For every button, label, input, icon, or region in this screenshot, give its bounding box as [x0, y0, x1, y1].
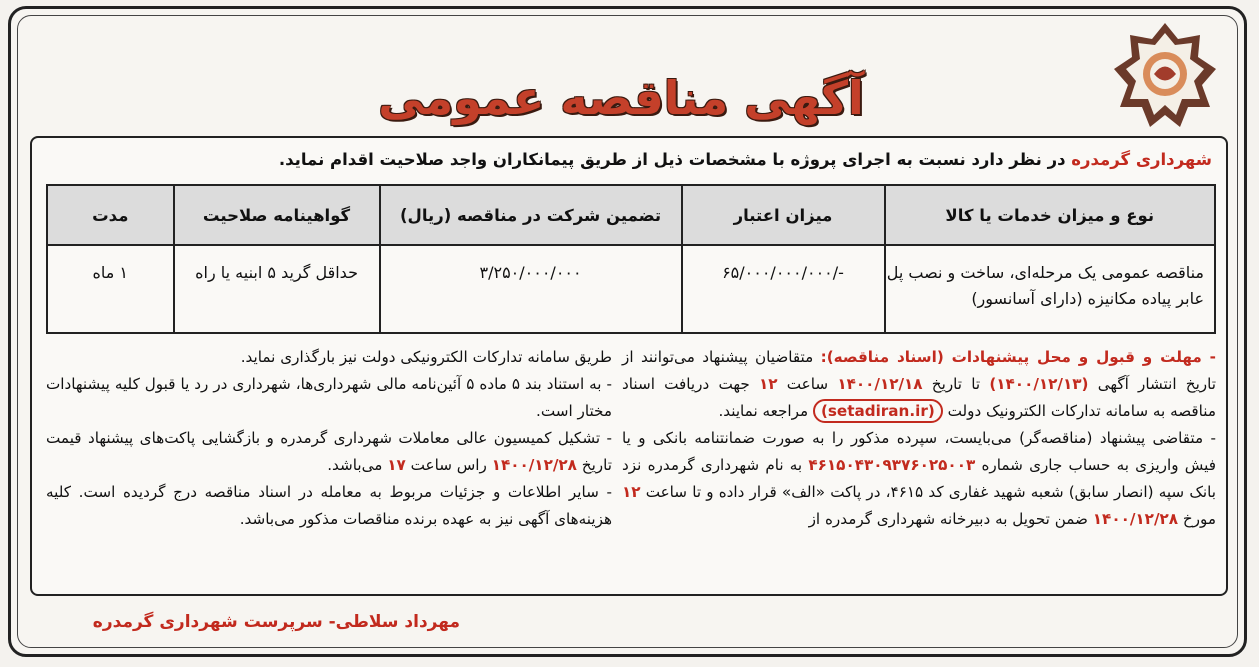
- table-row: [47, 245, 1215, 333]
- paragraph-upload: طریق سامانه تدارکات الکترونیکی دولت نیز بارگذاری نماید.: [240, 348, 612, 366]
- paragraph-deposit: [622, 425, 1216, 533]
- paragraph-rights: - به استناد بند ۵ ماده ۵ آئین‌نامه مالی شهرداری‌ها، شهرداری در رد یا قبول کلیه پیشنهادات مختار است.: [46, 375, 612, 420]
- header-certificate: گواهینامه صلاحیت: [174, 185, 380, 245]
- paragraph-deadline: [622, 344, 1216, 425]
- intro-rest: در نظر دارد نسبت به اجرای پروژه با مشخصات ذیل از طریق پیمانکاران واجد صلاحیت اقدام نماید.: [278, 150, 1072, 169]
- text-segment: راس ساعت: [405, 456, 492, 474]
- body-column-right: [622, 344, 1216, 533]
- hour-submit: ۱۲: [622, 483, 641, 501]
- text-segment: - تشکیل کمیسیون عالی معاملات شهرداری گرمدره و بازگشایی پاکت‌های پیشنهاد قیمت تاریخ: [46, 429, 612, 474]
- header-guarantee: تضمین شرکت در مناقصه (ریال): [380, 185, 682, 245]
- text-segment: ساعت: [777, 375, 838, 393]
- intro-text: [42, 146, 1212, 174]
- text-segment: متقاضیان پیشنهاد می‌توانند از تاریخ انتشار آگهی: [622, 348, 1216, 393]
- setad-link[interactable]: (setadiran.ir): [813, 399, 943, 423]
- header-credit: میزان اعتبار: [682, 185, 885, 245]
- text-segment: مراجعه نمایند.: [718, 402, 813, 420]
- notice-content: [30, 136, 1228, 596]
- cell-certificate: حداقل گرید ۵ ابنیه یا راه: [174, 245, 380, 333]
- hour-end: ۱۲: [759, 375, 778, 393]
- text-segment: به نام شهرداری گرمدره نزد بانک سپه (انصار سابق) شعبه شهید غفاری کد ۴۶۱۵، در پاکت «الف» قرار داده و تا ساعت: [622, 456, 1216, 501]
- cell-type: مناقصه عمومی یک مرحله‌ای، ساخت و نصب پل عابر پیاده مکانیزه (دارای آسانسور): [885, 245, 1216, 333]
- text-segment: ضمن تحویل به دبیرخانه شهرداری گرمدره از: [808, 510, 1093, 528]
- cell-guarantee: ۳/۲۵۰/۰۰۰/۰۰۰: [380, 245, 682, 333]
- cell-credit: -/۶۵/۰۰۰/۰۰۰/۰۰۰: [682, 245, 885, 333]
- date-submit: ۱۴۰۰/۱۲/۲۸: [1092, 510, 1179, 528]
- date-open: ۱۴۰۰/۱۲/۲۸: [491, 456, 577, 474]
- text-segment: - متقاضی پیشنهاد (مناقصه‌گر) می‌بایست، سپرده مذکور را به صورت ضمانتنامه بانکی و یا فیش واریزی به حساب جاری شماره: [622, 429, 1216, 474]
- text-segment: جهت دریافت اسناد مناقصه به سامانه تدارکات الکترونیک دولت: [622, 375, 1216, 420]
- paragraph-opening: [46, 425, 612, 479]
- section-heading: - مهلت و قبول و محل پیشنهادات (اسناد مناقصه):: [820, 348, 1216, 366]
- header-type: نوع و میزان خدمات یا کالا: [885, 185, 1216, 245]
- hour-open: ۱۷: [387, 456, 406, 474]
- text-segment: مورخ: [1178, 510, 1216, 528]
- page-title: آگهی مناقصه عمومی: [378, 71, 864, 125]
- header-duration: مدت: [47, 185, 174, 245]
- date-end: ۱۴۰۰/۱۲/۱۸: [837, 375, 923, 393]
- text-segment: تا تاریخ: [922, 375, 990, 393]
- table-header-row: [47, 185, 1215, 245]
- specification-table: [46, 184, 1216, 334]
- paragraph-other-info: - سایر اطلاعات و جزئیات مربوط به معامله در اسناد مناقصه درج گردیده است. کلیه هزینه‌های آگهی نیز به عهده برنده مناقصات مذکور می‌باشد.: [46, 483, 612, 528]
- date-start: (۱۴۰۰/۱۲/۱۳): [989, 375, 1089, 393]
- body-column-left: [46, 344, 612, 533]
- notice-body: [46, 344, 1216, 594]
- municipality-emblem-icon: [1110, 19, 1220, 129]
- cell-duration: ۱ ماه: [47, 245, 174, 333]
- account-number: ۴۶۱۵۰۴۳۰۹۳۷۶۰۲۵۰۰۳: [808, 456, 976, 474]
- organization-name: شهرداری گرمدره: [1071, 150, 1212, 169]
- text-segment: می‌باشد.: [327, 456, 388, 474]
- signature: مهرداد سلاطی- سرپرست شهرداری گرمدره: [92, 612, 460, 632]
